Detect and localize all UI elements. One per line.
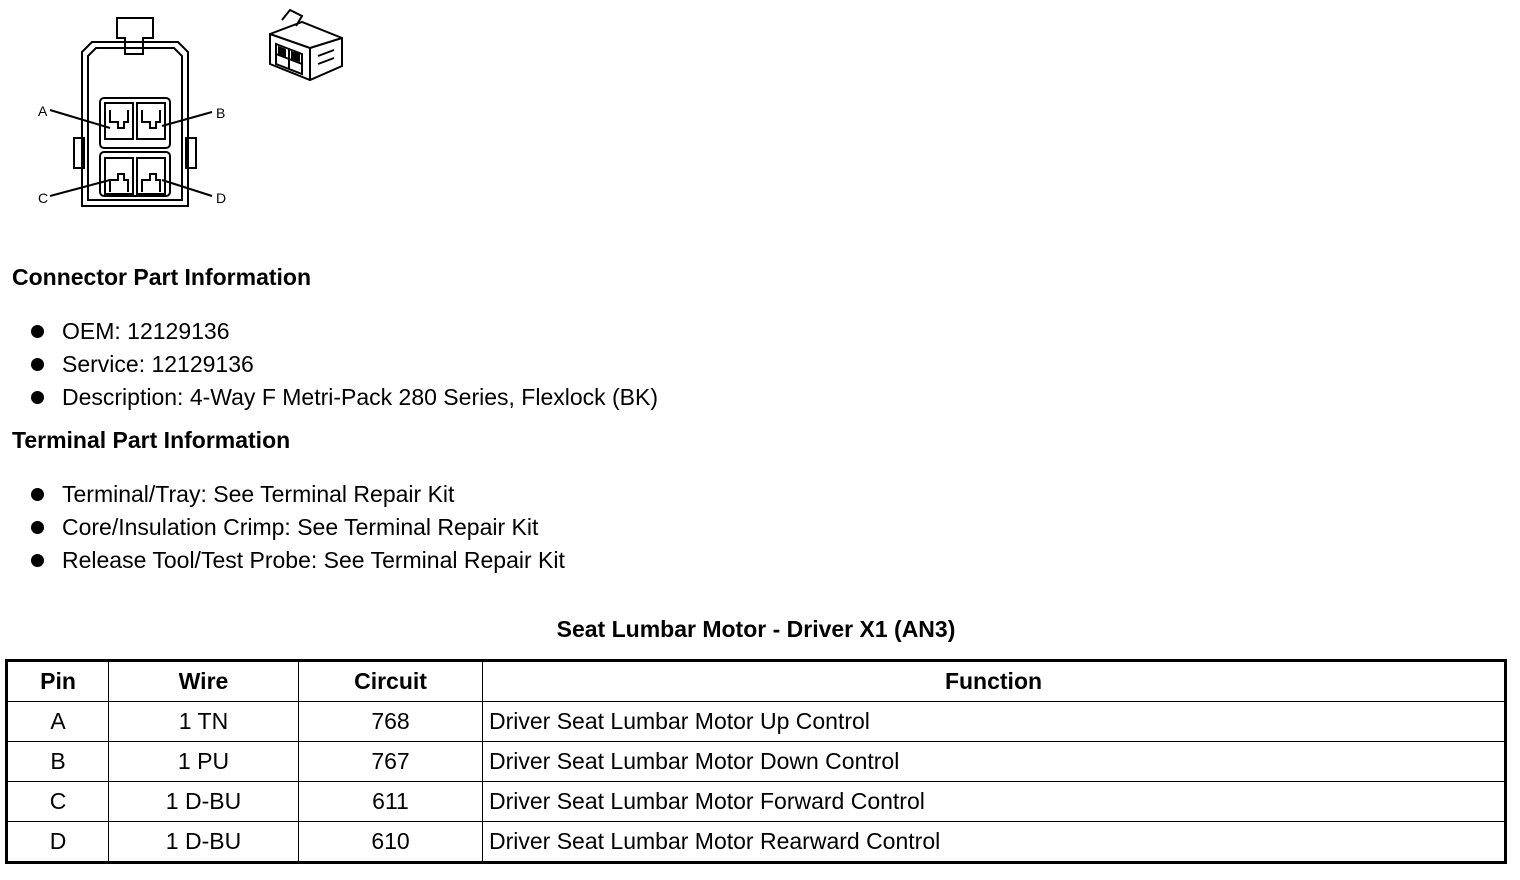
bullet-icon (31, 325, 44, 338)
header-circuit: Circuit (299, 661, 483, 702)
terminal-part-info-list (30, 478, 565, 577)
header-wire: Wire (109, 661, 299, 702)
cell-wire: 1 D-BU (109, 782, 299, 822)
pin-label-a: A (38, 103, 48, 119)
header-pin: Pin (7, 661, 109, 702)
cell-function: Driver Seat Lumbar Motor Up Control (483, 702, 1506, 742)
table-header-row (7, 661, 1506, 702)
cell-pin: D (7, 822, 109, 863)
list-item: OEM: 12129136 (30, 315, 658, 348)
pin-label-b: B (216, 105, 226, 121)
terminal-part-info-heading: Terminal Part Information (12, 427, 291, 453)
connector-part-info-heading: Connector Part Information (12, 264, 312, 290)
cell-pin: A (7, 702, 109, 742)
bullet-icon (31, 391, 44, 404)
table-row (7, 782, 1506, 822)
bullet-icon (31, 521, 44, 534)
list-item: Terminal/Tray: See Terminal Repair Kit (30, 478, 565, 511)
cell-wire: 1 D-BU (109, 822, 299, 863)
list-item: Core/Insulation Crimp: See Terminal Repair Kit (30, 511, 565, 544)
connector-isometric-icon (262, 4, 346, 84)
cell-function: Driver Seat Lumbar Motor Rearward Control (483, 822, 1506, 863)
pin-label-c: C (38, 190, 49, 206)
cell-circuit: 610 (299, 822, 483, 863)
table-row (7, 742, 1506, 782)
pin-label-d: D (216, 190, 227, 206)
list-item: Release Tool/Test Probe: See Terminal Repair Kit (30, 544, 565, 577)
header-function: Function (483, 661, 1506, 702)
cell-pin: C (7, 782, 109, 822)
table-row (7, 822, 1506, 863)
bullet-icon (31, 554, 44, 567)
cell-circuit: 767 (299, 742, 483, 782)
table-row (7, 702, 1506, 742)
cell-circuit: 611 (299, 782, 483, 822)
cell-circuit: 768 (299, 702, 483, 742)
bullet-icon (31, 358, 44, 371)
connector-part-info-list (30, 315, 658, 414)
pin-table-title: Seat Lumbar Motor - Driver X1 (AN3) (556, 616, 956, 642)
cell-function: Driver Seat Lumbar Motor Forward Control (483, 782, 1506, 822)
list-item: Service: 12129136 (30, 348, 658, 381)
bullet-icon (31, 488, 44, 501)
cell-pin: B (7, 742, 109, 782)
pin-table (5, 659, 1507, 864)
cell-wire: 1 PU (109, 742, 299, 782)
connector-face-diagram (30, 10, 230, 215)
list-item: Description: 4-Way F Metri-Pack 280 Series, Flexlock (BK) (30, 381, 658, 414)
cell-wire: 1 TN (109, 702, 299, 742)
cell-function: Driver Seat Lumbar Motor Down Control (483, 742, 1506, 782)
